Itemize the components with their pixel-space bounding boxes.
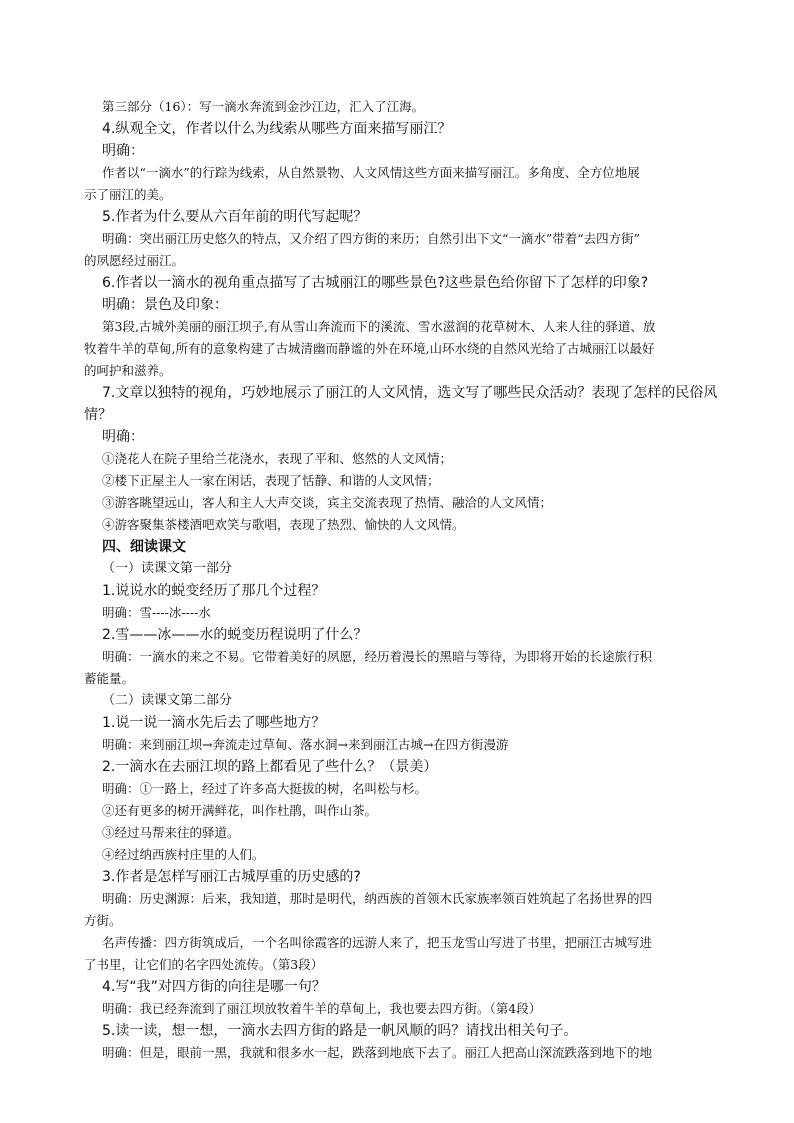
text-line-17: ①浇花人在院子里给兰花浇水，表现了平和、悠然的人文风情； xyxy=(102,451,453,466)
text-line-41: 4.写“我”对四方街的向往是哪一句？ xyxy=(102,979,326,995)
text-line-12: 牧着牛羊的草甸,所有的意象构建了古城清幽而静谧的外在环境,山环水绕的自然风光给了古城丽江以最好 xyxy=(84,341,655,356)
text-line-44: 明确：但是，眼前一黑，我就和很多水一起，跌落到地底下去了。丽江人把高山深流跌落到地下的地 xyxy=(102,1045,653,1060)
text-line-25: 2.雪——冰——水的蜕变历程说明了什么？ xyxy=(102,627,368,643)
text-line-31: 2.一滴水在去丽江坝的路上都看见了些什么？（景美） xyxy=(102,759,438,775)
text-line-16: 明确： xyxy=(102,429,144,445)
document-body xyxy=(84,96,738,1064)
text-line-21: 四、细读课文 xyxy=(102,539,186,555)
text-line-35: ④经过纳西族村庄里的人们。 xyxy=(102,847,265,862)
text-line-28: （二）读课文第二部分 xyxy=(102,693,233,708)
text-line-13: 的呵护和滋养。 xyxy=(84,363,172,378)
text-line-4: 作者以“一滴水”的行踪为线索，从自然景物、人文风情这些方面来描写丽江。多角度、全方位地展 xyxy=(102,165,640,180)
text-line-39: 名声传播：四方街筑成后，一个名叫徐霞客的远游人来了，把玉龙雪山写进了书里，把丽江古城写进 xyxy=(102,935,653,950)
text-line-7: 明确：突出丽江历史悠久的特点，又介绍了四方街的来历；自然引出下文“一滴水”带着“去四方街” xyxy=(102,231,641,246)
text-line-40: 了书里，让它们的名字四处流传。（第3段） xyxy=(84,957,324,972)
text-line-23: 1.说说水的蜕变经历了那几个过程？ xyxy=(102,583,326,599)
text-line-27: 蓄能量。 xyxy=(84,671,135,686)
text-line-43: 5.读一读，想一想，一滴水去四方街的路是一帆风顺的吗？请找出相关句子。 xyxy=(102,1023,578,1039)
text-line-8: 的夙愿经过丽江。 xyxy=(84,253,185,268)
text-line-10: 明确：景色及印象： xyxy=(102,297,228,313)
text-line-9: 6.作者以一滴水的视角重点描写了古城丽江的哪些景色?这些景色给你留下了怎样的印象? xyxy=(102,275,649,291)
text-line-2: 4.纵观全文，作者以什么为线索从哪些方面来描写丽江？ xyxy=(102,121,452,137)
text-line-42: 明确：我已经奔流到了丽江坝放牧着牛羊的草甸上，我也要去四方街。（第4段） xyxy=(102,1001,542,1016)
text-line-34: ③经过马帮来往的驿道。 xyxy=(102,825,240,840)
text-line-1: 第三部分（16）：写一滴水奔流到金沙江边，汇入了江海。 xyxy=(102,99,425,114)
text-line-22: （一）读课文第一部分 xyxy=(102,561,233,576)
text-line-11: 第3段,古城外美丽的丽江坝子,有从雪山奔流而下的溪流、雪水滋润的花草树木、人来人往的驿道、放 xyxy=(102,319,656,334)
text-line-15: 情？ xyxy=(84,407,112,423)
text-line-3: 明确： xyxy=(102,143,144,159)
text-line-30: 明确：来到丽江坝→奔流走过草甸、落水洞→来到丽江古城→在四方街漫游 xyxy=(102,737,509,752)
text-line-26: 明确：一滴水的来之不易。它带着美好的夙愿，经历着漫长的黑暗与等待，为即将开始的长途旅行积 xyxy=(102,649,653,664)
text-line-20: ④游客聚集茶楼酒吧欢笑与歌唱，表现了热烈、愉快的人文风情。 xyxy=(102,517,465,532)
text-line-33: ②还有更多的树开满鲜花，叫作杜鹃，叫作山茶。 xyxy=(102,803,378,818)
text-line-24: 明确：雪----冰----水 xyxy=(102,605,211,620)
text-line-5: 示了丽江的美。 xyxy=(84,187,172,202)
text-line-14: 7.文章以独特的视角，巧妙地展示了丽江的人文风情，选文写了哪些民众活动？表现了怎样的民俗风 xyxy=(102,385,718,401)
text-line-18: ②楼下正屋主人一家在闲话，表现了恬静、和谐的人文风情； xyxy=(102,473,440,488)
text-line-36: 3.作者是怎样写丽江古城厚重的历史感的? xyxy=(102,869,361,885)
text-line-6: 5.作者为什么要从六百年前的明代写起呢？ xyxy=(102,209,368,225)
text-line-37: 明确：历史渊源：后来，我知道，那时是明代，纳西族的首领木氏家族率领百姓筑起了名扬世界的四 xyxy=(102,891,653,906)
text-line-19: ③游客眺望远山，客人和主人大声交谈，宾主交流表现了热情、融洽的人文风情； xyxy=(102,495,553,510)
text-line-32: 明确：①一路上，经过了许多高大挺拔的树，名叫松与杉。 xyxy=(102,781,428,796)
text-line-38: 方街。 xyxy=(84,913,122,928)
text-line-29: 1.说一说一滴水先后去了哪些地方？ xyxy=(102,715,326,731)
